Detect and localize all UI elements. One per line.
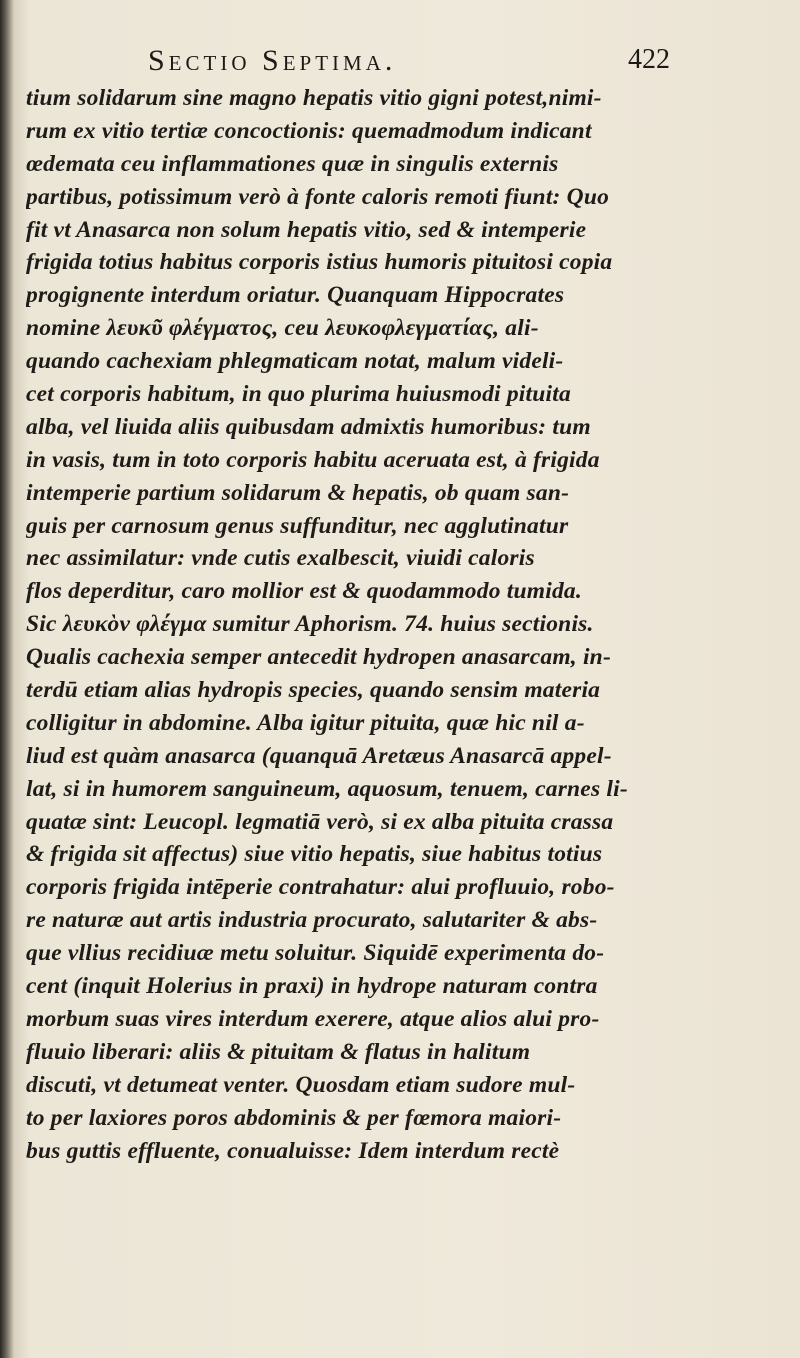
text-line: quando cachexiam phlegmaticam notat, malum videli- <box>26 348 564 375</box>
text-line: colligitur in abdomine. Alba igitur pituita, quæ hic nil a- <box>26 709 585 736</box>
text-line: liud est quàm anasarca (quanquā Aretæus Anasarcā appel- <box>26 742 612 769</box>
text-line: tium solidarum sine magno hepatis vitio gigni potest,nimi- <box>26 85 602 111</box>
text-line: discuti, vt detumeat venter. Quosdam etiam sudore mul- <box>26 1071 576 1098</box>
text-line: fit vt Anasarca non solum hepatis vitio, sed & intemperie <box>26 216 587 243</box>
text-line: cent (inquit Holerius in praxi) in hydrope naturam contra <box>26 973 598 1000</box>
page-number: 422 <box>628 44 670 75</box>
text-line: & frigida sit affectus) siue vitio hepatis, siue habitus totius <box>26 841 603 868</box>
text-line: intemperie partium solidarum & hepatis, ob quam san- <box>26 479 570 506</box>
text-line: cet corporis habitum, in quo plurima huiusmodi pituita <box>26 381 571 408</box>
text-line: morbum suas vires interdum exerere, atque alios alui pro- <box>26 1005 600 1032</box>
running-head: Sectio Septima. <box>148 44 397 77</box>
text-line: nomine λευκῦ φλέγματος, ceu λευκοφλεγματίας, ali- <box>26 315 539 342</box>
text-line: flos deperditur, caro mollior est & quodammodo tumida. <box>26 578 582 605</box>
page-header <box>0 40 800 80</box>
body-text <box>26 82 716 1167</box>
text-line: alba, vel liuida aliis quibusdam admixtis humoribus: tum <box>26 413 591 440</box>
text-line: Qualis cachexia semper antecedit hydropen anasarcam, in- <box>26 644 611 671</box>
text-line: lat, si in humorem sanguineum, aquosum, tenuem, carnes li- <box>26 775 628 802</box>
text-line: partibus, potissimum verò à fonte caloris remoti fiunt: Quo <box>26 183 610 210</box>
text-line: in vasis, tum in toto corporis habitu aceruata est, à frigida <box>26 446 600 473</box>
text-line: terdū etiam alias hydropis species, quando sensim materia <box>26 677 601 704</box>
text-line: quatæ sint: Leucopl. legmatiā verò, si ex alba pituita crassa <box>26 808 614 835</box>
text-line: bus guttis effluente, conualuisse: Idem interdum rectè <box>26 1137 560 1164</box>
text-line: rum ex vitio tertiæ concoctionis: quemadmodum indicant <box>26 117 592 144</box>
text-line: guis per carnosum genus suffunditur, nec agglutinatur <box>26 512 569 539</box>
text-line: progignente interdum oriatur. Quanquam Hippocrates <box>26 282 565 309</box>
text-line: œdemata ceu inflammationes quæ in singulis externis <box>26 150 559 177</box>
text-line: nec assimilatur: vnde cutis exalbescit, viuidi caloris <box>26 545 535 572</box>
text-line: corporis frigida intēperie contrahatur: alui profluuio, robo- <box>26 874 615 901</box>
text-line: que vllius recidiuæ metu soluitur. Siquidē experimenta do- <box>26 940 605 967</box>
text-line: frigida totius habitus corporis istius humoris pituitosi copia <box>26 249 613 276</box>
text-line: Sic λευκὸν φλέγμα sumitur Aphorism. 74. huius sectionis. <box>26 611 594 638</box>
text-line: re naturæ aut artis industria procurato, salutariter & abs- <box>26 907 598 934</box>
text-line: to per laxiores poros abdominis & per fœmora maiori- <box>26 1104 562 1131</box>
text-line: fluuio liberari: aliis & pituitam & flatus in halitum <box>26 1038 531 1065</box>
